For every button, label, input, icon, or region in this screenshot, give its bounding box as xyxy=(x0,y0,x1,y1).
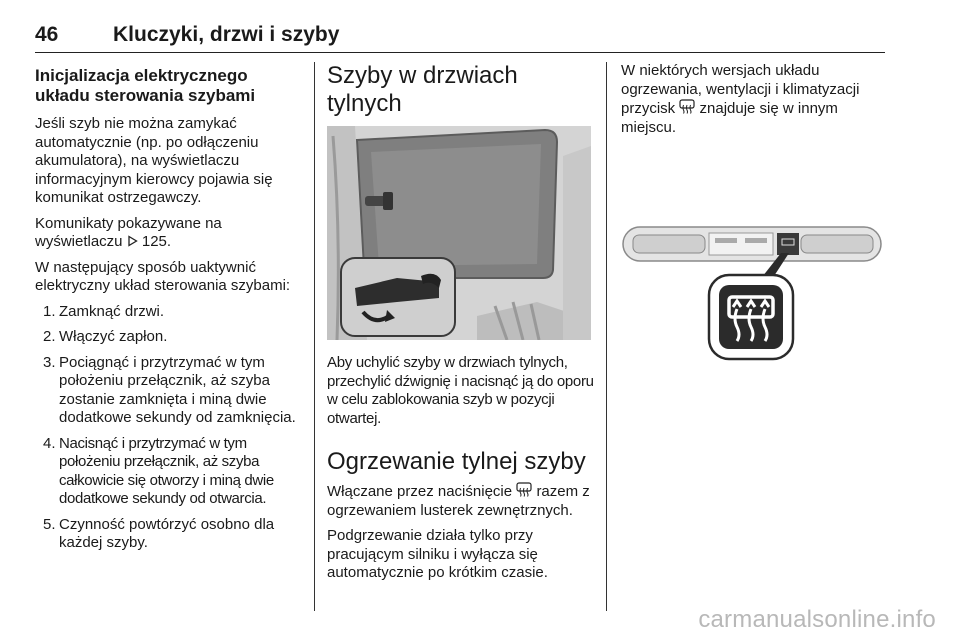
rear-window-heating-icon xyxy=(679,99,695,114)
step-text: Zamknąć drzwi. xyxy=(59,302,165,320)
step-number: 1. xyxy=(43,302,56,320)
step-text: Włączyć zapłon. xyxy=(59,328,168,345)
paragraph-text: znajduje się w innym miejscu. xyxy=(621,100,838,136)
column-divider xyxy=(314,62,315,611)
page-number: 46 xyxy=(35,23,59,46)
paragraph xyxy=(621,62,889,137)
section-heading: Szyby w drzwiach tylnych xyxy=(327,62,518,117)
list-item xyxy=(35,354,303,428)
column-left xyxy=(35,62,303,560)
watermark: carmanualsonline.info xyxy=(698,606,936,633)
paragraph: W następujący sposób uaktywnić elektryczny układ sterowania szybami: xyxy=(35,258,291,294)
paragraph-text: W niektórych wersjach układu ogrzewania, wentylacji i klimatyzacji przycisk xyxy=(621,62,860,117)
step-number: 2. xyxy=(43,328,56,345)
steps-list xyxy=(35,303,303,553)
section-heading: Ogrzewanie tylnej szyby xyxy=(327,448,586,475)
step-text: Czynność powtórzyć osobno dla każdej szyby. xyxy=(59,515,275,551)
paragraph xyxy=(35,215,303,252)
image-caption: Aby uchylić szyby w drzwiach tylnych, przechylić dźwignię i nacisnąć ją do oporu w celu zablokowania szyb w pozycji otwartej. xyxy=(327,354,594,427)
list-item xyxy=(35,435,303,509)
list-item xyxy=(35,328,303,347)
step-text: Nacisnąć i przytrzymać w tym położeniu przełącznik, aż szyba całkowicie się otworzy i miną dwie dodatkowe sekundy od otwarcia. xyxy=(59,434,274,507)
paragraph: Podgrzewanie działa tylko przy pracującym silniku i wyłącza się automatycznie po krótkim czasie. xyxy=(327,527,548,581)
paragraph-text: Włączane przez naciśnięcie xyxy=(327,483,513,500)
paragraph-text: Komunikaty pokazywane na wyświetlaczu xyxy=(35,214,222,250)
rear-window-heating-icon xyxy=(516,482,532,497)
step-number: 5. xyxy=(43,515,56,533)
column-right xyxy=(621,62,889,365)
step-number: 3. xyxy=(43,353,56,371)
page-title: Kluczyki, drzwi i szyby xyxy=(113,23,340,46)
paragraph-text: razem z ogrzewaniem lusterek zewnętrznych. xyxy=(327,483,590,519)
step-number: 4. xyxy=(43,434,56,452)
section-heading: Inicjalizacja elektrycznego układu sterowania szybami xyxy=(35,66,256,105)
page-reference-link[interactable]: 125. xyxy=(141,233,172,250)
paragraph: Jeśli szyb nie można zamykać automatycznie (np. po odłączeniu akumulatora), na wyświetlaczu informacyjnym kierowcy pojawia się komunikat ostrzegawczy. xyxy=(35,115,273,206)
step-text: Pociągnąć i przytrzymać w tym położeniu przełącznik, aż szyba zostanie zamknięta i miną dwie dodatkowe sekundy od zamknięcia. xyxy=(59,353,296,426)
climate-control-panel-illustration xyxy=(621,195,889,365)
list-item xyxy=(35,303,303,322)
column-middle xyxy=(327,62,597,590)
column-divider xyxy=(606,62,607,611)
page-header xyxy=(35,22,885,53)
page-reference-icon xyxy=(127,235,138,247)
list-item xyxy=(35,516,303,553)
paragraph xyxy=(327,482,597,520)
rear-door-window-illustration xyxy=(327,126,591,340)
